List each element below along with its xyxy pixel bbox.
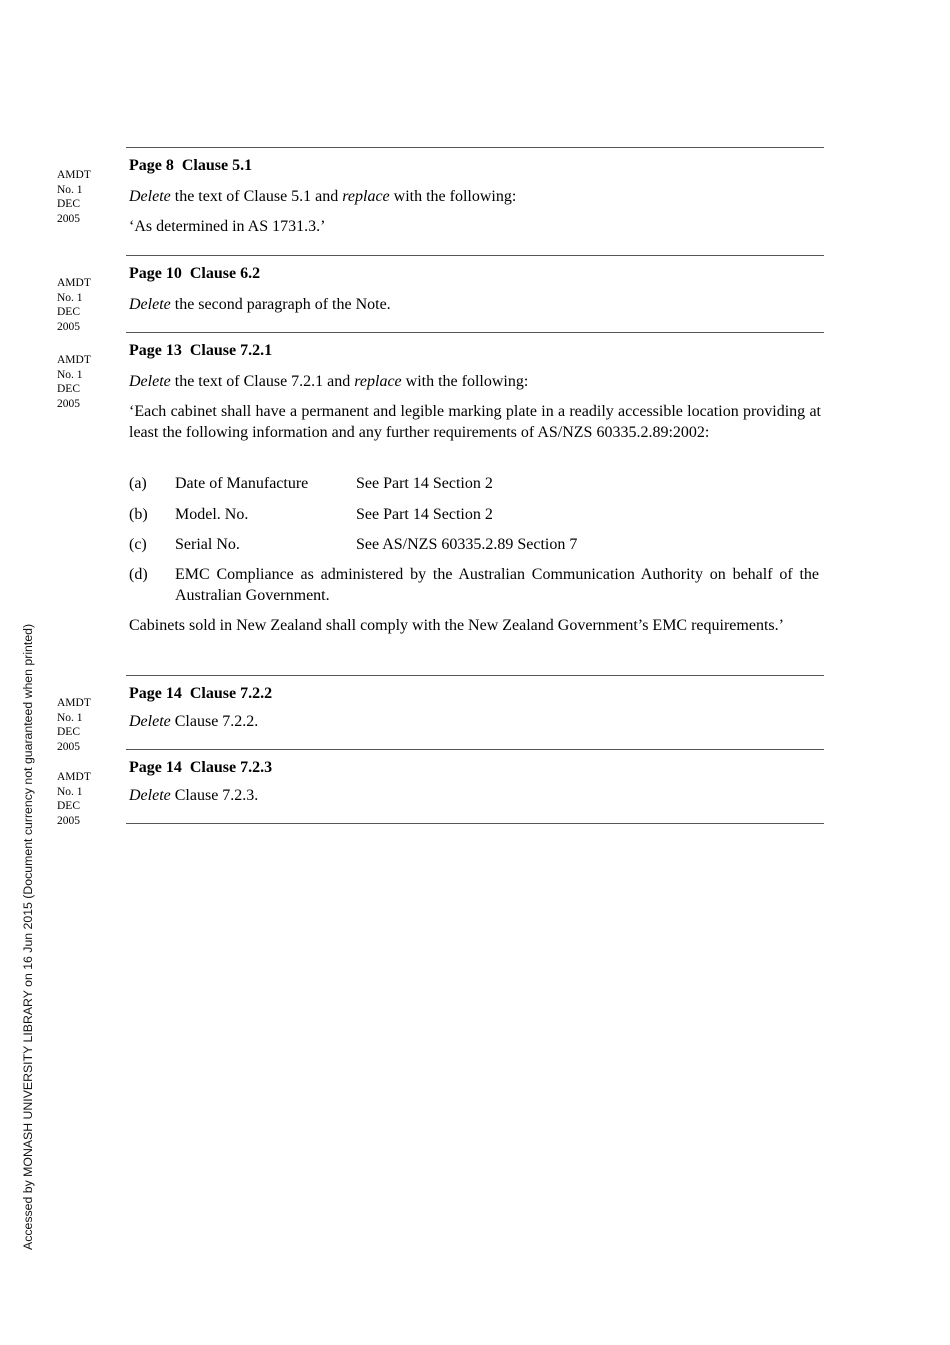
replacement-text: ‘As determined in AS 1731.3.’ bbox=[129, 218, 326, 235]
section-divider bbox=[126, 675, 824, 676]
amendment-margin-note: AMDT No. 1 DEC 2005 bbox=[57, 697, 91, 753]
replacement-text: ‘Each cabinet shall have a permanent and legible marking plate in a readily accessible location providing at least the following information and any further requirements of AS/NZS 60335.2.89:2002: bbox=[129, 403, 821, 441]
amendment-margin-note: AMDT No. 1 DEC 2005 bbox=[57, 277, 91, 333]
amendment-instruction: Delete the second paragraph of the Note. bbox=[129, 296, 391, 313]
access-watermark: Accessed by MONASH UNIVERSITY LIBRARY on 16 Jun 2015 (Document currency not guaranteed when printed) bbox=[21, 623, 35, 1250]
section-divider bbox=[126, 255, 824, 256]
amendment-margin-note: AMDT No. 1 DEC 2005 bbox=[57, 354, 91, 410]
section-divider bbox=[126, 823, 824, 824]
amendment-instruction: Delete Clause 7.2.3. bbox=[129, 787, 259, 804]
amendment-heading: Page 14 Clause 7.2.2 bbox=[129, 685, 273, 702]
replacement-text: Cabinets sold in New Zealand shall comply with the New Zealand Government’s EMC requirements.’ bbox=[129, 617, 784, 634]
amendment-heading: Page 13 Clause 7.2.1 bbox=[129, 342, 273, 359]
amendment-instruction: Delete the text of Clause 7.2.1 and replace with the following: bbox=[129, 373, 529, 390]
amendment-instruction: Delete Clause 7.2.2. bbox=[129, 713, 259, 730]
amendment-margin-note: AMDT No. 1 DEC 2005 bbox=[57, 771, 91, 827]
amendment-heading: Page 8 Clause 5.1 bbox=[129, 157, 253, 174]
amendment-instruction: Delete the text of Clause 5.1 and replace with the following: bbox=[129, 188, 517, 205]
section-divider bbox=[126, 749, 824, 750]
amendment-heading: Page 14 Clause 7.2.3 bbox=[129, 759, 273, 776]
amendment-heading: Page 10 Clause 6.2 bbox=[129, 265, 261, 282]
amendment-margin-note: AMDT No. 1 DEC 2005 bbox=[57, 169, 91, 225]
section-divider bbox=[126, 147, 824, 148]
section-divider bbox=[126, 332, 824, 333]
